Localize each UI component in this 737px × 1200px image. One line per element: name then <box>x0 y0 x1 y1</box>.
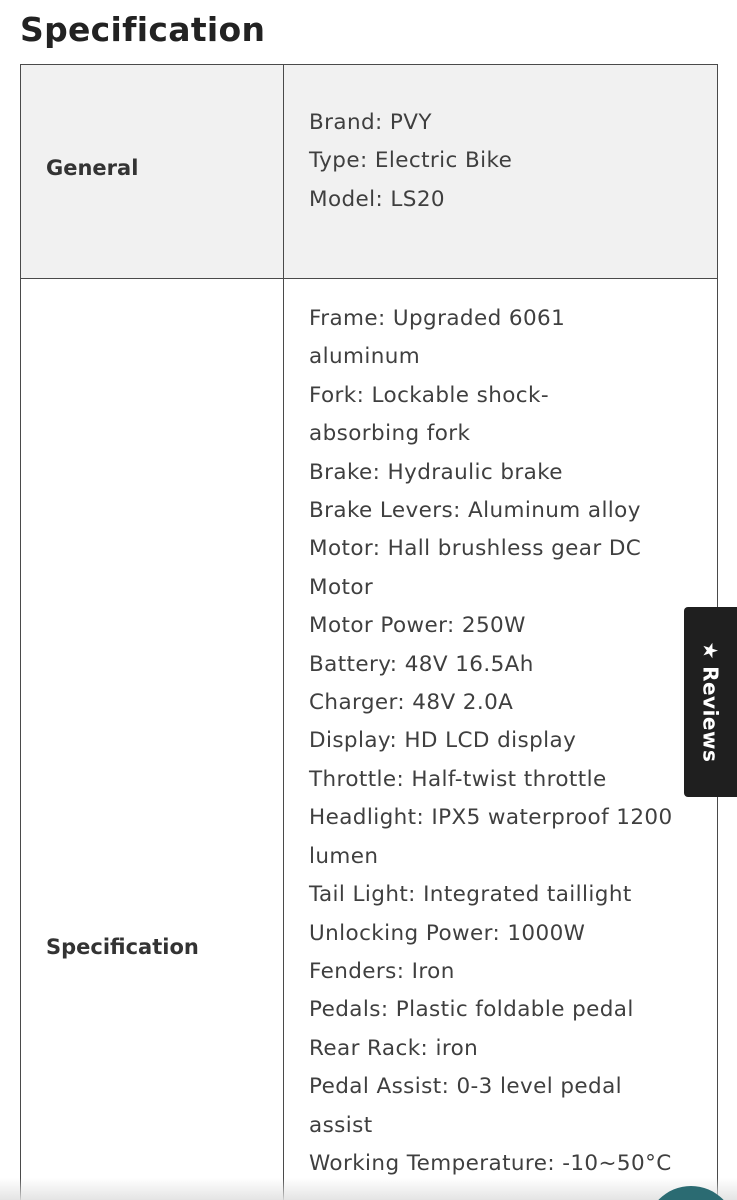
list-item: Frame: Upgraded 6061 <box>309 306 566 331</box>
list-item: Pedals: Plastic foldable pedal <box>309 997 634 1023</box>
reviews-tab-button[interactable] <box>684 607 737 797</box>
list-item: Motor: Hall brushless gear DC <box>309 536 642 562</box>
row-label-general: General <box>46 155 139 180</box>
reviews-tab-label: Reviews <box>698 666 723 763</box>
list-item: Motor <box>309 574 374 600</box>
list-item: Pedal Assist: 0-3 level pedal <box>309 1074 623 1100</box>
list-item: assist <box>309 1112 373 1138</box>
list-item: Brand: PVY <box>309 109 432 135</box>
row-value-cell <box>284 279 718 1200</box>
list-item: absorbing fork <box>309 421 471 447</box>
list-item: lumen <box>309 843 379 869</box>
bottom-shadow <box>0 1178 737 1200</box>
list-item: Display: HD LCD display <box>309 728 577 754</box>
star-icon: ★ <box>698 641 723 661</box>
list-item: Brake: Hydraulic brake <box>309 459 563 485</box>
list-item: Fenders: Iron <box>309 958 455 984</box>
list-item: Charger: 48V 2.0A <box>309 690 514 716</box>
row-label-cell <box>21 279 284 1200</box>
reviews-tab-content <box>699 642 723 763</box>
list-item: Motor Power: 250W <box>309 613 526 639</box>
list-item: Working Temperature: -10~50°C <box>309 1150 672 1176</box>
list-item: Fork: Lockable shock- <box>309 382 550 408</box>
row-value-cell <box>284 65 718 279</box>
list-item: Brake Levers: Aluminum alloy <box>309 498 641 524</box>
general-values-list <box>284 104 717 219</box>
row-label-specification: Specification <box>46 935 199 959</box>
row-label-cell <box>21 65 284 279</box>
list-item: Tail Light: Integrated taillight <box>309 882 632 908</box>
list-item: Rear Rack: iron <box>309 1035 479 1061</box>
list-item: aluminum <box>309 344 421 370</box>
specification-values-list <box>284 279 717 1183</box>
list-item: Type: Electric Bike <box>309 148 513 174</box>
list-item: Throttle: Half-twist throttle <box>309 766 607 792</box>
list-item: Headlight: IPX5 waterproof 1200 <box>309 805 673 831</box>
spec-table <box>20 64 718 1200</box>
list-item: Model: LS20 <box>309 186 446 212</box>
table-row-general <box>21 65 718 279</box>
list-item: Unlocking Power: 1000W <box>309 920 586 946</box>
list-item: Battery: 48V 16.5Ah <box>309 651 534 677</box>
page-title: Specification <box>20 10 266 49</box>
table-row-specification <box>21 279 718 1200</box>
